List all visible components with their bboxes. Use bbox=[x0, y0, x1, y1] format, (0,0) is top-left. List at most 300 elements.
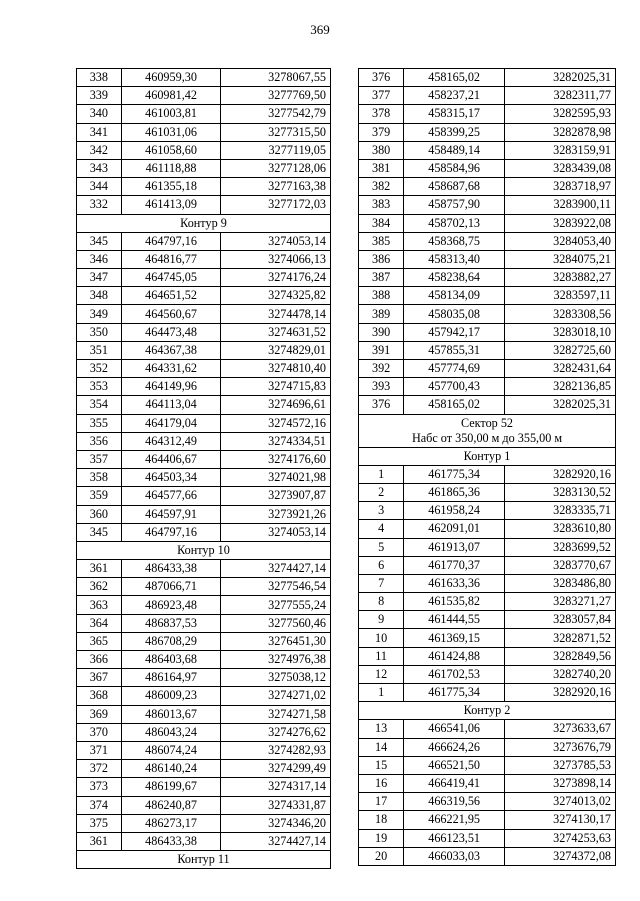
point-number-cell: 357 bbox=[77, 450, 122, 468]
y-coordinate-cell: 3282025,31 bbox=[505, 396, 616, 414]
point-number-cell: 13 bbox=[359, 720, 404, 738]
table-row bbox=[359, 123, 616, 141]
x-coordinate-cell: 466541,06 bbox=[404, 720, 505, 738]
y-coordinate-cell: 3277560,46 bbox=[221, 614, 331, 632]
y-coordinate-cell: 3274271,58 bbox=[221, 705, 331, 723]
y-coordinate-cell: 3274478,14 bbox=[221, 305, 331, 323]
x-coordinate-cell: 466419,41 bbox=[404, 774, 505, 792]
x-coordinate-cell: 464797,16 bbox=[121, 232, 221, 250]
table-row bbox=[359, 87, 616, 105]
x-coordinate-cell: 457942,17 bbox=[404, 323, 505, 341]
point-number-cell: 386 bbox=[359, 250, 404, 268]
sector-header-row bbox=[359, 414, 616, 447]
point-number-cell: 382 bbox=[359, 178, 404, 196]
table-row bbox=[359, 196, 616, 214]
point-number-cell: 372 bbox=[77, 760, 122, 778]
point-number-cell: 379 bbox=[359, 123, 404, 141]
contour-header-row bbox=[77, 541, 331, 559]
table-row bbox=[77, 487, 331, 505]
point-number-cell: 347 bbox=[77, 269, 122, 287]
y-coordinate-cell: 3282431,64 bbox=[505, 360, 616, 378]
point-number-cell: 370 bbox=[77, 723, 122, 741]
table-row bbox=[359, 360, 616, 378]
x-coordinate-cell: 464406,67 bbox=[121, 450, 221, 468]
x-coordinate-cell: 458313,40 bbox=[404, 250, 505, 268]
table-row bbox=[77, 832, 331, 850]
x-coordinate-cell: 458238,64 bbox=[404, 269, 505, 287]
point-number-cell: 389 bbox=[359, 305, 404, 323]
point-number-cell: 376 bbox=[359, 396, 404, 414]
table-row bbox=[359, 793, 616, 811]
x-coordinate-cell: 466123,51 bbox=[404, 829, 505, 847]
x-coordinate-cell: 486043,24 bbox=[121, 723, 221, 741]
y-coordinate-cell: 3274427,14 bbox=[221, 832, 331, 850]
x-coordinate-cell: 464113,04 bbox=[121, 396, 221, 414]
table-row bbox=[77, 341, 331, 359]
x-coordinate-cell: 466624,26 bbox=[404, 738, 505, 756]
y-coordinate-cell: 3282849,56 bbox=[505, 647, 616, 665]
point-number-cell: 1 bbox=[359, 465, 404, 483]
point-number-cell: 19 bbox=[359, 829, 404, 847]
y-coordinate-cell: 3283130,52 bbox=[505, 483, 616, 501]
x-coordinate-cell: 458165,02 bbox=[404, 69, 505, 87]
x-coordinate-cell: 486837,53 bbox=[121, 614, 221, 632]
y-coordinate-cell: 3278067,55 bbox=[221, 69, 331, 87]
y-coordinate-cell: 3283770,67 bbox=[505, 556, 616, 574]
table-row bbox=[77, 69, 331, 87]
table-row bbox=[77, 578, 331, 596]
point-number-cell: 355 bbox=[77, 414, 122, 432]
point-number-cell: 381 bbox=[359, 159, 404, 177]
point-number-cell: 390 bbox=[359, 323, 404, 341]
x-coordinate-cell: 486433,38 bbox=[121, 560, 221, 578]
y-coordinate-cell: 3277555,24 bbox=[221, 596, 331, 614]
table-row bbox=[77, 305, 331, 323]
y-coordinate-cell: 3283271,27 bbox=[505, 593, 616, 611]
contour-title: Контур 11 bbox=[77, 851, 331, 869]
x-coordinate-cell: 458489,14 bbox=[404, 141, 505, 159]
point-number-cell: 346 bbox=[77, 250, 122, 268]
table-row bbox=[77, 778, 331, 796]
x-coordinate-cell: 466319,56 bbox=[404, 793, 505, 811]
table-row bbox=[77, 632, 331, 650]
y-coordinate-cell: 3282025,31 bbox=[505, 69, 616, 87]
y-coordinate-cell: 3274053,14 bbox=[221, 523, 331, 541]
table-row bbox=[359, 178, 616, 196]
x-coordinate-cell: 486074,24 bbox=[121, 741, 221, 759]
y-coordinate-cell: 3274176,60 bbox=[221, 450, 331, 468]
point-number-cell: 365 bbox=[77, 632, 122, 650]
y-coordinate-cell: 3274331,87 bbox=[221, 796, 331, 814]
x-coordinate-cell: 458757,90 bbox=[404, 196, 505, 214]
x-coordinate-cell: 464503,34 bbox=[121, 469, 221, 487]
y-coordinate-cell: 3277769,50 bbox=[221, 87, 331, 105]
y-coordinate-cell: 3275038,12 bbox=[221, 669, 331, 687]
table-row bbox=[77, 123, 331, 141]
x-coordinate-cell: 461775,34 bbox=[404, 465, 505, 483]
x-coordinate-cell: 466221,95 bbox=[404, 811, 505, 829]
y-coordinate-cell: 3274053,14 bbox=[221, 232, 331, 250]
point-number-cell: 16 bbox=[359, 774, 404, 792]
point-number-cell: 362 bbox=[77, 578, 122, 596]
table-row bbox=[359, 811, 616, 829]
x-coordinate-cell: 458399,25 bbox=[404, 123, 505, 141]
x-coordinate-cell: 458584,96 bbox=[404, 159, 505, 177]
x-coordinate-cell: 460959,30 bbox=[121, 69, 221, 87]
y-coordinate-cell: 3283018,10 bbox=[505, 323, 616, 341]
x-coordinate-cell: 464560,67 bbox=[121, 305, 221, 323]
contour-header-row bbox=[77, 851, 331, 869]
y-coordinate-cell: 3283335,71 bbox=[505, 502, 616, 520]
table-row bbox=[359, 378, 616, 396]
table-row bbox=[359, 341, 616, 359]
table-row bbox=[77, 323, 331, 341]
contour-title: Контур 2 bbox=[359, 702, 616, 720]
table-row bbox=[359, 847, 616, 865]
point-number-cell: 7 bbox=[359, 574, 404, 592]
table-row bbox=[77, 687, 331, 705]
x-coordinate-cell: 464179,04 bbox=[121, 414, 221, 432]
point-number-cell: 360 bbox=[77, 505, 122, 523]
point-number-cell: 353 bbox=[77, 378, 122, 396]
y-coordinate-cell: 3274334,51 bbox=[221, 432, 331, 450]
table-row bbox=[77, 796, 331, 814]
y-coordinate-cell: 3282920,16 bbox=[505, 684, 616, 702]
table-row bbox=[77, 141, 331, 159]
point-number-cell: 351 bbox=[77, 341, 122, 359]
point-number-cell: 388 bbox=[359, 287, 404, 305]
table-row bbox=[77, 287, 331, 305]
point-number-cell: 15 bbox=[359, 756, 404, 774]
x-coordinate-cell: 458237,21 bbox=[404, 87, 505, 105]
point-number-cell: 384 bbox=[359, 214, 404, 232]
table-row bbox=[77, 360, 331, 378]
point-number-cell: 4 bbox=[359, 520, 404, 538]
y-coordinate-cell: 3273898,14 bbox=[505, 774, 616, 792]
y-coordinate-cell: 3274253,63 bbox=[505, 829, 616, 847]
y-coordinate-cell: 3282136,85 bbox=[505, 378, 616, 396]
y-coordinate-cell: 3274829,01 bbox=[221, 341, 331, 359]
point-number-cell: 366 bbox=[77, 651, 122, 669]
x-coordinate-cell: 457700,43 bbox=[404, 378, 505, 396]
table-row bbox=[77, 505, 331, 523]
y-coordinate-cell: 3274427,14 bbox=[221, 560, 331, 578]
contour-title: Контур 10 bbox=[77, 541, 331, 559]
table-row bbox=[77, 723, 331, 741]
point-number-cell: 18 bbox=[359, 811, 404, 829]
x-coordinate-cell: 461535,82 bbox=[404, 593, 505, 611]
y-coordinate-cell: 3283882,27 bbox=[505, 269, 616, 287]
x-coordinate-cell: 464597,91 bbox=[121, 505, 221, 523]
table-row bbox=[77, 705, 331, 723]
y-coordinate-cell: 3284053,40 bbox=[505, 232, 616, 250]
table-row bbox=[359, 574, 616, 592]
table-row bbox=[77, 178, 331, 196]
x-coordinate-cell: 461355,18 bbox=[121, 178, 221, 196]
table-row bbox=[359, 520, 616, 538]
x-coordinate-cell: 464149,96 bbox=[121, 378, 221, 396]
table-row bbox=[359, 556, 616, 574]
point-number-cell: 344 bbox=[77, 178, 122, 196]
table-row bbox=[359, 141, 616, 159]
x-coordinate-cell: 486708,29 bbox=[121, 632, 221, 650]
point-number-cell: 375 bbox=[77, 814, 122, 832]
x-coordinate-cell: 461031,06 bbox=[121, 123, 221, 141]
y-coordinate-cell: 3273676,79 bbox=[505, 738, 616, 756]
y-coordinate-cell: 3274696,61 bbox=[221, 396, 331, 414]
x-coordinate-cell: 486273,17 bbox=[121, 814, 221, 832]
x-coordinate-cell: 458134,09 bbox=[404, 287, 505, 305]
table-row bbox=[359, 647, 616, 665]
y-coordinate-cell: 3283900,11 bbox=[505, 196, 616, 214]
point-number-cell: 12 bbox=[359, 665, 404, 683]
table-row bbox=[359, 483, 616, 501]
x-coordinate-cell: 466033,03 bbox=[404, 847, 505, 865]
x-coordinate-cell: 461413,09 bbox=[121, 196, 221, 214]
table-row bbox=[359, 323, 616, 341]
point-number-cell: 1 bbox=[359, 684, 404, 702]
y-coordinate-cell: 3274976,38 bbox=[221, 651, 331, 669]
x-coordinate-cell: 464651,52 bbox=[121, 287, 221, 305]
table-row bbox=[359, 214, 616, 232]
table-row bbox=[359, 159, 616, 177]
y-coordinate-cell: 3277315,50 bbox=[221, 123, 331, 141]
table-row bbox=[359, 665, 616, 683]
page-number: 369 bbox=[310, 22, 330, 37]
y-coordinate-cell: 3274130,17 bbox=[505, 811, 616, 829]
x-coordinate-cell: 464797,16 bbox=[121, 523, 221, 541]
table-row bbox=[359, 538, 616, 556]
point-number-cell: 348 bbox=[77, 287, 122, 305]
x-coordinate-cell: 461444,55 bbox=[404, 611, 505, 629]
point-number-cell: 368 bbox=[77, 687, 122, 705]
x-coordinate-cell: 460981,42 bbox=[121, 87, 221, 105]
y-coordinate-cell: 3282871,52 bbox=[505, 629, 616, 647]
y-coordinate-cell: 3274317,14 bbox=[221, 778, 331, 796]
table-row bbox=[77, 396, 331, 414]
y-coordinate-cell: 3282725,60 bbox=[505, 341, 616, 359]
y-coordinate-cell: 3283699,52 bbox=[505, 538, 616, 556]
point-number-cell: 374 bbox=[77, 796, 122, 814]
x-coordinate-cell: 462091,01 bbox=[404, 520, 505, 538]
y-coordinate-cell: 3274013,02 bbox=[505, 793, 616, 811]
point-number-cell: 341 bbox=[77, 123, 122, 141]
table-row bbox=[77, 378, 331, 396]
y-coordinate-cell: 3277172,03 bbox=[221, 196, 331, 214]
y-coordinate-cell: 3274572,16 bbox=[221, 414, 331, 432]
x-coordinate-cell: 461003,81 bbox=[121, 105, 221, 123]
y-coordinate-cell: 3274372,08 bbox=[505, 847, 616, 865]
point-number-cell: 339 bbox=[77, 87, 122, 105]
point-number-cell: 6 bbox=[359, 556, 404, 574]
table-row bbox=[77, 560, 331, 578]
point-number-cell: 10 bbox=[359, 629, 404, 647]
coordinates-table-right bbox=[358, 68, 616, 866]
table-row bbox=[77, 760, 331, 778]
y-coordinate-cell: 3274271,02 bbox=[221, 687, 331, 705]
point-number-cell: 377 bbox=[359, 87, 404, 105]
table-row bbox=[77, 432, 331, 450]
table-row bbox=[77, 87, 331, 105]
point-number-cell: 338 bbox=[77, 69, 122, 87]
table-row bbox=[359, 269, 616, 287]
y-coordinate-cell: 3274021,98 bbox=[221, 469, 331, 487]
coordinates-table-left bbox=[76, 68, 331, 869]
point-number-cell: 354 bbox=[77, 396, 122, 414]
y-coordinate-cell: 3282878,98 bbox=[505, 123, 616, 141]
y-coordinate-cell: 3274715,83 bbox=[221, 378, 331, 396]
y-coordinate-cell: 3282740,20 bbox=[505, 665, 616, 683]
point-number-cell: 343 bbox=[77, 159, 122, 177]
point-number-cell: 391 bbox=[359, 341, 404, 359]
point-number-cell: 380 bbox=[359, 141, 404, 159]
point-number-cell: 378 bbox=[359, 105, 404, 123]
point-number-cell: 371 bbox=[77, 741, 122, 759]
x-coordinate-cell: 457774,69 bbox=[404, 360, 505, 378]
table-row bbox=[77, 269, 331, 287]
x-coordinate-cell: 458165,02 bbox=[404, 396, 505, 414]
point-number-cell: 11 bbox=[359, 647, 404, 665]
table-row bbox=[359, 105, 616, 123]
point-number-cell: 385 bbox=[359, 232, 404, 250]
x-coordinate-cell: 486199,67 bbox=[121, 778, 221, 796]
table-row bbox=[359, 720, 616, 738]
point-number-cell: 356 bbox=[77, 432, 122, 450]
y-coordinate-cell: 3274346,20 bbox=[221, 814, 331, 832]
y-coordinate-cell: 3277542,79 bbox=[221, 105, 331, 123]
point-number-cell: 17 bbox=[359, 793, 404, 811]
point-number-cell: 8 bbox=[359, 593, 404, 611]
table-row bbox=[77, 414, 331, 432]
point-number-cell: 363 bbox=[77, 596, 122, 614]
x-coordinate-cell: 461775,34 bbox=[404, 684, 505, 702]
point-number-cell: 376 bbox=[359, 69, 404, 87]
table-row bbox=[359, 738, 616, 756]
y-coordinate-cell: 3277128,06 bbox=[221, 159, 331, 177]
table-row bbox=[359, 593, 616, 611]
point-number-cell: 14 bbox=[359, 738, 404, 756]
point-number-cell: 340 bbox=[77, 105, 122, 123]
x-coordinate-cell: 461058,60 bbox=[121, 141, 221, 159]
point-number-cell: 361 bbox=[77, 832, 122, 850]
x-coordinate-cell: 486013,67 bbox=[121, 705, 221, 723]
y-coordinate-cell: 3283159,91 bbox=[505, 141, 616, 159]
table-row bbox=[77, 523, 331, 541]
point-number-cell: 364 bbox=[77, 614, 122, 632]
y-coordinate-cell: 3273921,26 bbox=[221, 505, 331, 523]
table-row bbox=[359, 396, 616, 414]
point-number-cell: 373 bbox=[77, 778, 122, 796]
x-coordinate-cell: 461369,15 bbox=[404, 629, 505, 647]
table-row bbox=[77, 196, 331, 214]
table-row bbox=[77, 669, 331, 687]
table-row bbox=[77, 596, 331, 614]
table-row bbox=[77, 469, 331, 487]
x-coordinate-cell: 487066,71 bbox=[121, 578, 221, 596]
y-coordinate-cell: 3283597,11 bbox=[505, 287, 616, 305]
contour-header-row bbox=[359, 702, 616, 720]
table-row bbox=[77, 651, 331, 669]
x-coordinate-cell: 464312,49 bbox=[121, 432, 221, 450]
y-coordinate-cell: 3276451,30 bbox=[221, 632, 331, 650]
table-row bbox=[359, 829, 616, 847]
point-number-cell: 358 bbox=[77, 469, 122, 487]
y-coordinate-cell: 3283439,08 bbox=[505, 159, 616, 177]
x-coordinate-cell: 486140,24 bbox=[121, 760, 221, 778]
x-coordinate-cell: 461913,07 bbox=[404, 538, 505, 556]
sector-name: Сектор 52 bbox=[460, 415, 514, 430]
y-coordinate-cell: 3274631,52 bbox=[221, 323, 331, 341]
x-coordinate-cell: 461865,36 bbox=[404, 483, 505, 501]
point-number-cell: 9 bbox=[359, 611, 404, 629]
table-row bbox=[77, 159, 331, 177]
table-row bbox=[77, 250, 331, 268]
x-coordinate-cell: 486240,87 bbox=[121, 796, 221, 814]
y-coordinate-cell: 3282311,77 bbox=[505, 87, 616, 105]
point-number-cell: 5 bbox=[359, 538, 404, 556]
y-coordinate-cell: 3283486,80 bbox=[505, 574, 616, 592]
table-row bbox=[77, 814, 331, 832]
sector-title bbox=[359, 414, 616, 447]
point-number-cell: 345 bbox=[77, 523, 122, 541]
x-coordinate-cell: 486403,68 bbox=[121, 651, 221, 669]
y-coordinate-cell: 3283718,97 bbox=[505, 178, 616, 196]
x-coordinate-cell: 461702,53 bbox=[404, 665, 505, 683]
x-coordinate-cell: 458702,13 bbox=[404, 214, 505, 232]
contour-header-row bbox=[359, 447, 616, 465]
point-number-cell: 2 bbox=[359, 483, 404, 501]
point-number-cell: 342 bbox=[77, 141, 122, 159]
x-coordinate-cell: 464745,05 bbox=[121, 269, 221, 287]
x-coordinate-cell: 486433,38 bbox=[121, 832, 221, 850]
x-coordinate-cell: 464473,48 bbox=[121, 323, 221, 341]
table-row bbox=[359, 232, 616, 250]
y-coordinate-cell: 3283308,56 bbox=[505, 305, 616, 323]
contour-title: Контур 1 bbox=[359, 447, 616, 465]
y-coordinate-cell: 3274282,93 bbox=[221, 741, 331, 759]
table-row bbox=[359, 756, 616, 774]
x-coordinate-cell: 461118,88 bbox=[121, 159, 221, 177]
point-number-cell: 383 bbox=[359, 196, 404, 214]
point-number-cell: 20 bbox=[359, 847, 404, 865]
point-number-cell: 332 bbox=[77, 196, 122, 214]
table-row bbox=[77, 450, 331, 468]
point-number-cell: 345 bbox=[77, 232, 122, 250]
y-coordinate-cell: 3277163,38 bbox=[221, 178, 331, 196]
table-row bbox=[359, 305, 616, 323]
contour-title: Контур 9 bbox=[77, 214, 331, 232]
y-coordinate-cell: 3277119,05 bbox=[221, 141, 331, 159]
table-row bbox=[359, 287, 616, 305]
x-coordinate-cell: 486923,48 bbox=[121, 596, 221, 614]
x-coordinate-cell: 464331,62 bbox=[121, 360, 221, 378]
point-number-cell: 393 bbox=[359, 378, 404, 396]
x-coordinate-cell: 464577,66 bbox=[121, 487, 221, 505]
point-number-cell: 367 bbox=[77, 669, 122, 687]
y-coordinate-cell: 3277546,54 bbox=[221, 578, 331, 596]
y-coordinate-cell: 3282920,16 bbox=[505, 465, 616, 483]
y-coordinate-cell: 3284075,21 bbox=[505, 250, 616, 268]
table-row bbox=[77, 105, 331, 123]
point-number-cell: 3 bbox=[359, 502, 404, 520]
point-number-cell: 350 bbox=[77, 323, 122, 341]
y-coordinate-cell: 3283922,08 bbox=[505, 214, 616, 232]
point-number-cell: 359 bbox=[77, 487, 122, 505]
x-coordinate-cell: 458687,68 bbox=[404, 178, 505, 196]
y-coordinate-cell: 3273785,53 bbox=[505, 756, 616, 774]
contour-header-row bbox=[77, 214, 331, 232]
x-coordinate-cell: 458315,17 bbox=[404, 105, 505, 123]
